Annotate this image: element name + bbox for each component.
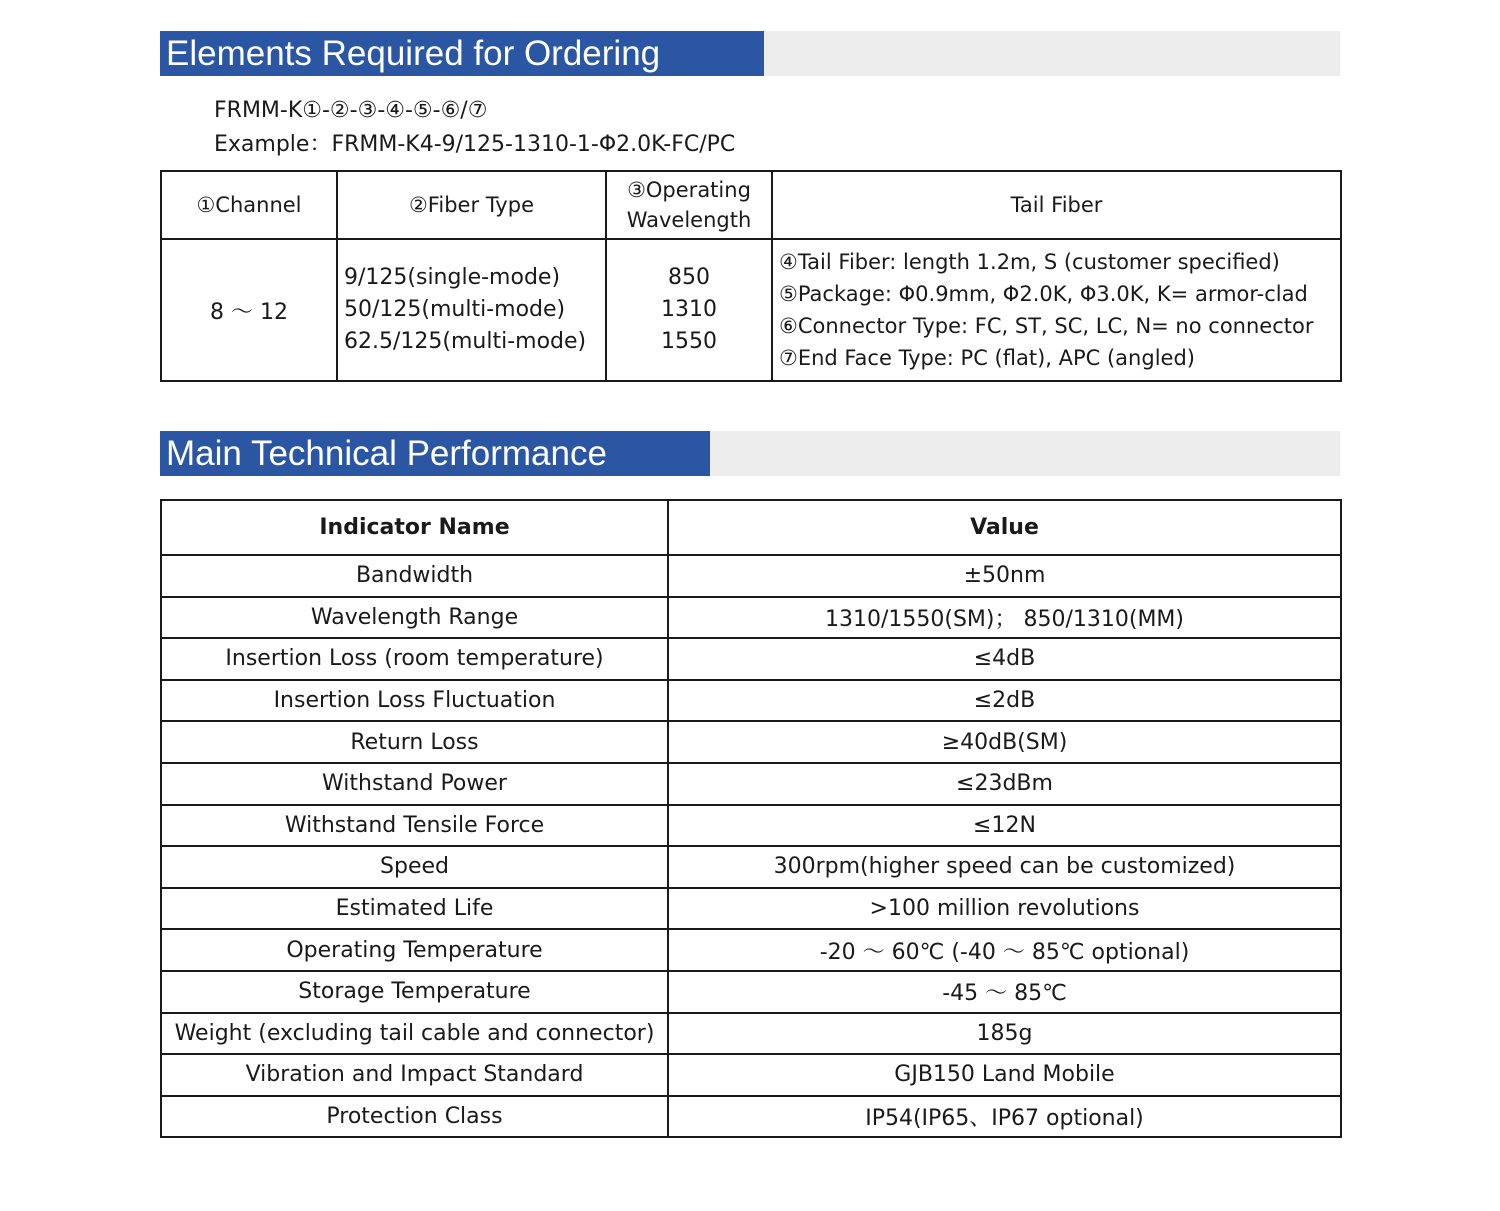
fiber-type-item: 62.5/125(multi-mode) (344, 329, 587, 354)
performance-header-row (161, 500, 1341, 555)
ordering-section-bar (160, 31, 1340, 76)
header-operating-line1: ③Operating (627, 178, 751, 202)
header-fiber-type: ②Fiber Type (337, 171, 606, 239)
indicator-value: GJB150 Land Mobile (668, 1054, 1341, 1096)
header-channel: ①Channel (161, 171, 337, 239)
indicator-name: Speed (161, 846, 668, 888)
table-row (161, 846, 1341, 888)
indicator-name: Withstand Power (161, 763, 668, 805)
indicator-name: Wavelength Range (161, 597, 668, 639)
table-row (161, 721, 1341, 763)
tail-fiber-item: ④Tail Fiber: length 1.2m, S (customer specified) (779, 250, 1280, 274)
indicator-name: Insertion Loss Fluctuation (161, 680, 668, 722)
tail-fiber-item: ⑦End Face Type: PC (flat), APC (angled) (779, 346, 1195, 370)
indicator-value: 300rpm(higher speed can be customized) (668, 846, 1341, 888)
table-row (161, 1096, 1341, 1138)
indicator-name: Operating Temperature (161, 929, 668, 971)
indicator-name: Weight (excluding tail cable and connector) (161, 1013, 668, 1055)
table-row (161, 597, 1341, 639)
indicator-value: ≤12N (668, 805, 1341, 847)
performance-section-bar (160, 431, 1340, 476)
performance-table (160, 499, 1342, 1138)
performance-section-title: Main Technical Performance (160, 431, 710, 476)
model-code: FRMM-K①-②-③-④-⑤-⑥/⑦ (214, 98, 488, 123)
table-row (161, 638, 1341, 680)
indicator-name: Storage Temperature (161, 971, 668, 1013)
wavelength-item: 1310 (661, 297, 717, 322)
table-row (161, 929, 1341, 971)
fiber-type-values (337, 239, 606, 381)
channel-value: 8 ～ 12 (161, 239, 337, 381)
ordering-section-title: Elements Required for Ordering (160, 31, 764, 76)
indicator-value: -45 ～ 85℃ (668, 971, 1341, 1013)
table-row (161, 1013, 1341, 1055)
indicator-name: Vibration and Impact Standard (161, 1054, 668, 1096)
tail-fiber-values (772, 239, 1341, 381)
ordering-table (160, 170, 1342, 382)
indicator-name: Protection Class (161, 1096, 668, 1138)
indicator-name: Withstand Tensile Force (161, 805, 668, 847)
indicator-value: ≤4dB (668, 638, 1341, 680)
indicator-value: 1310/1550(SM)； 850/1310(MM) (668, 597, 1341, 639)
table-row (161, 888, 1341, 930)
indicator-value: ≥40dB(SM) (668, 721, 1341, 763)
ordering-header-row (161, 171, 1341, 239)
indicator-name: Estimated Life (161, 888, 668, 930)
wavelength-item: 850 (668, 265, 710, 290)
indicator-value: -20 ～ 60℃ (-40 ～ 85℃ optional) (668, 929, 1341, 971)
table-row (161, 1054, 1341, 1096)
ordering-values-row (161, 239, 1341, 381)
wavelength-item: 1550 (661, 329, 717, 354)
indicator-name: Return Loss (161, 721, 668, 763)
fiber-type-item: 9/125(single-mode) (344, 265, 561, 290)
wavelength-values (606, 239, 772, 381)
table-row (161, 680, 1341, 722)
header-value: Value (668, 500, 1341, 555)
tail-fiber-item: ⑤Package: Φ0.9mm, Φ2.0K, Φ3.0K, K= armor-clad (779, 282, 1308, 306)
table-row (161, 971, 1341, 1013)
model-example: Example：FRMM-K4-9/125-1310-1-Φ2.0K-FC/PC (214, 132, 736, 157)
table-row (161, 555, 1341, 597)
indicator-value: ±50nm (668, 555, 1341, 597)
table-row (161, 763, 1341, 805)
header-indicator-name: Indicator Name (161, 500, 668, 555)
indicator-value: ≤2dB (668, 680, 1341, 722)
header-operating-line2: Wavelength (626, 208, 752, 232)
indicator-value: >100 million revolutions (668, 888, 1341, 930)
indicator-name: Insertion Loss (room temperature) (161, 638, 668, 680)
indicator-name: Bandwidth (161, 555, 668, 597)
indicator-value: 185g (668, 1013, 1341, 1055)
table-row (161, 805, 1341, 847)
header-tail-fiber: Tail Fiber (772, 171, 1341, 239)
fiber-type-item: 50/125(multi-mode) (344, 297, 566, 322)
indicator-value: ≤23dBm (668, 763, 1341, 805)
indicator-value: IP54(IP65、IP67 optional) (668, 1096, 1341, 1138)
tail-fiber-item: ⑥Connector Type: FC, ST, SC, LC, N= no connector (779, 314, 1314, 338)
header-operating-wavelength (606, 171, 772, 239)
